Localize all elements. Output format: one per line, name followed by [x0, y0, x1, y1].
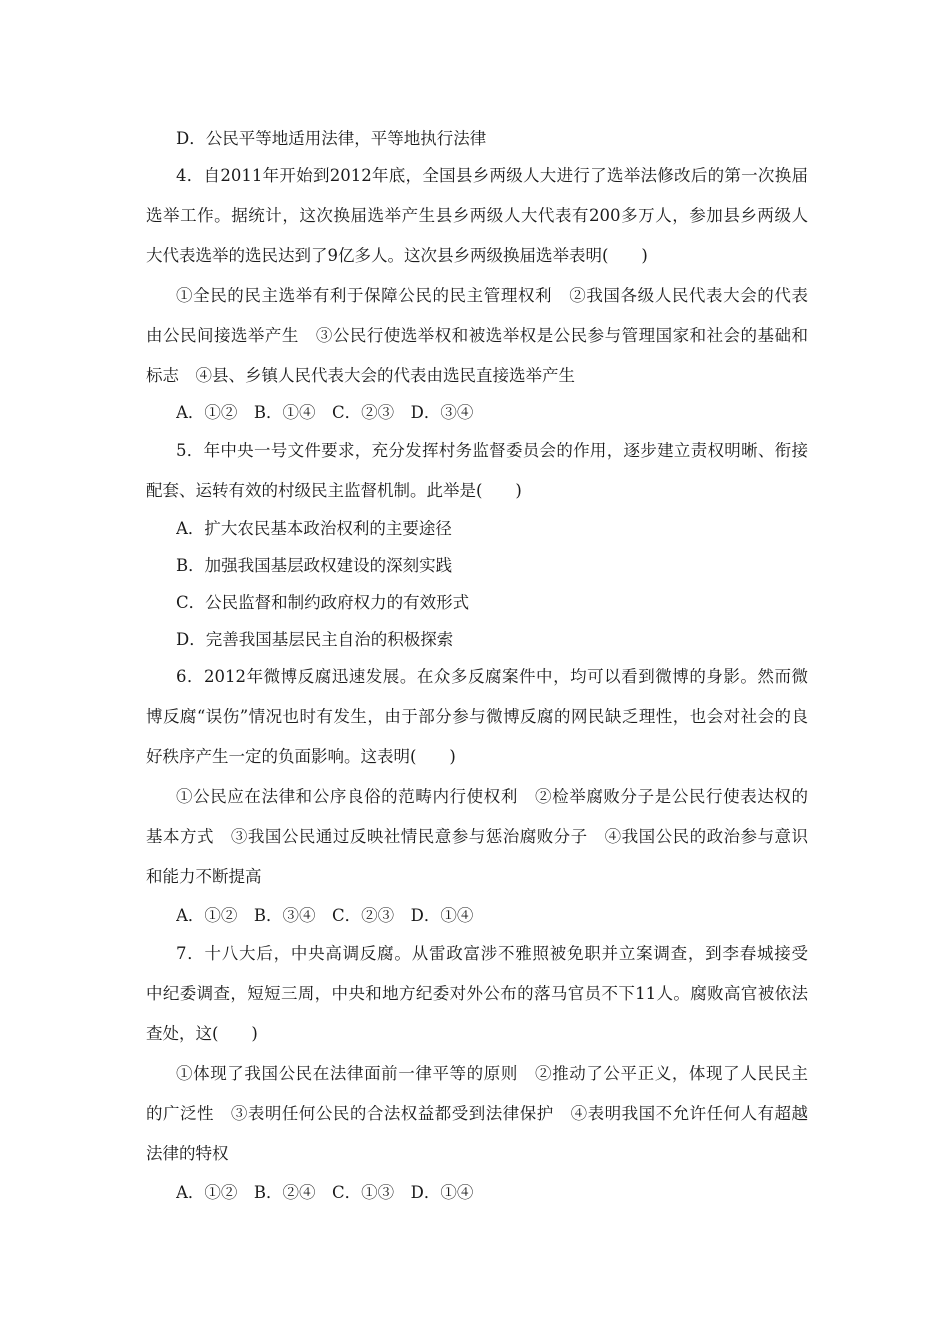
- q6-stem-line-2: 博反腐“误伤”情况也时有发生，由于部分参与微博反腐的网民缺乏理性，也会对社会的良: [146, 707, 808, 726]
- q4-statement-line-3: 标志 ④县、乡镇人民代表大会的代表由选民直接选举产生: [146, 366, 575, 385]
- q4-statement-line-1: ①全民的民主选举有利于保障公民的民主管理权利 ②我国各级人民代表大会的代表: [176, 286, 808, 305]
- q7-statement-line-2: 的广泛性 ③表明任何公民的合法权益都受到法律保护 ④表明我国不允许任何人有超越: [146, 1104, 808, 1123]
- q6-statement-line-2: 基本方式 ③我国公民通过反映社情民意参与惩治腐败分子 ④我国公民的政治参与意识: [146, 827, 808, 846]
- q7-stem-line-3: 查处，这( ): [146, 1024, 258, 1043]
- q6-stem-line-3: 好秩序产生一定的负面影响。这表明( ): [146, 747, 456, 766]
- q6-options: A．①② B．③④ C．②③ D．①④: [176, 906, 474, 925]
- q5-option-a: A．扩大农民基本政治权利的主要途径: [176, 519, 452, 538]
- q4-options: A．①② B．①④ C．②③ D．③④: [176, 403, 474, 422]
- q7-statement-line-1: ①体现了我国公民在法律面前一律平等的原则 ②推动了公平正义，体现了人民民主: [176, 1064, 808, 1083]
- q7-stem-line-2: 中纪委调查，短短三周，中央和地方纪委对外公布的落马官员不下11人。腐败高官被依法: [146, 984, 808, 1003]
- q7-options: A．①② B．②④ C．①③ D．①④: [176, 1183, 474, 1202]
- q3-option-d: D．公民平等地适用法律，平等地执行法律: [176, 129, 487, 148]
- q5-option-c: C．公民监督和制约政府权力的有效形式: [176, 593, 470, 612]
- q5-stem-line-2: 配套、运转有效的村级民主监督机制。此举是( ): [146, 481, 522, 500]
- q6-statement-line-3: 和能力不断提高: [146, 867, 262, 886]
- q5-stem-line-1: 5．年中央一号文件要求，充分发挥村务监督委员会的作用，逐步建立责权明晰、衔接: [176, 441, 808, 460]
- q7-stem-line-1: 7．十八大后，中央高调反腐。从雷政富涉不雅照被免职并立案调查，到李春城接受: [176, 944, 808, 963]
- q5-option-d: D．完善我国基层民主自治的积极探索: [176, 630, 454, 649]
- q4-stem-line-3: 大代表选举的选民达到了9亿多人。这次县乡两级换届选举表明( ): [146, 246, 648, 265]
- q4-stem-line-1: 4．自2011年开始到2012年底，全国县乡两级人大进行了选举法修改后的第一次换届: [176, 166, 808, 185]
- q6-statement-line-1: ①公民应在法律和公序良俗的范畴内行使权利 ②检举腐败分子是公民行使表达权的: [176, 787, 808, 806]
- q4-statement-line-2: 由公民间接选举产生 ③公民行使选举权和被选举权是公民参与管理国家和社会的基础和: [146, 326, 808, 345]
- q7-statement-line-3: 法律的特权: [146, 1144, 229, 1163]
- q4-stem-line-2: 选举工作。据统计，这次换届选举产生县乡两级人大代表有200多万人，参加县乡两级人: [146, 206, 808, 225]
- q5-option-b: B．加强我国基层政权建设的深刻实践: [176, 556, 453, 575]
- q6-stem-line-1: 6．2012年微博反腐迅速发展。在众多反腐案件中，均可以看到微博的身影。然而微: [176, 667, 808, 686]
